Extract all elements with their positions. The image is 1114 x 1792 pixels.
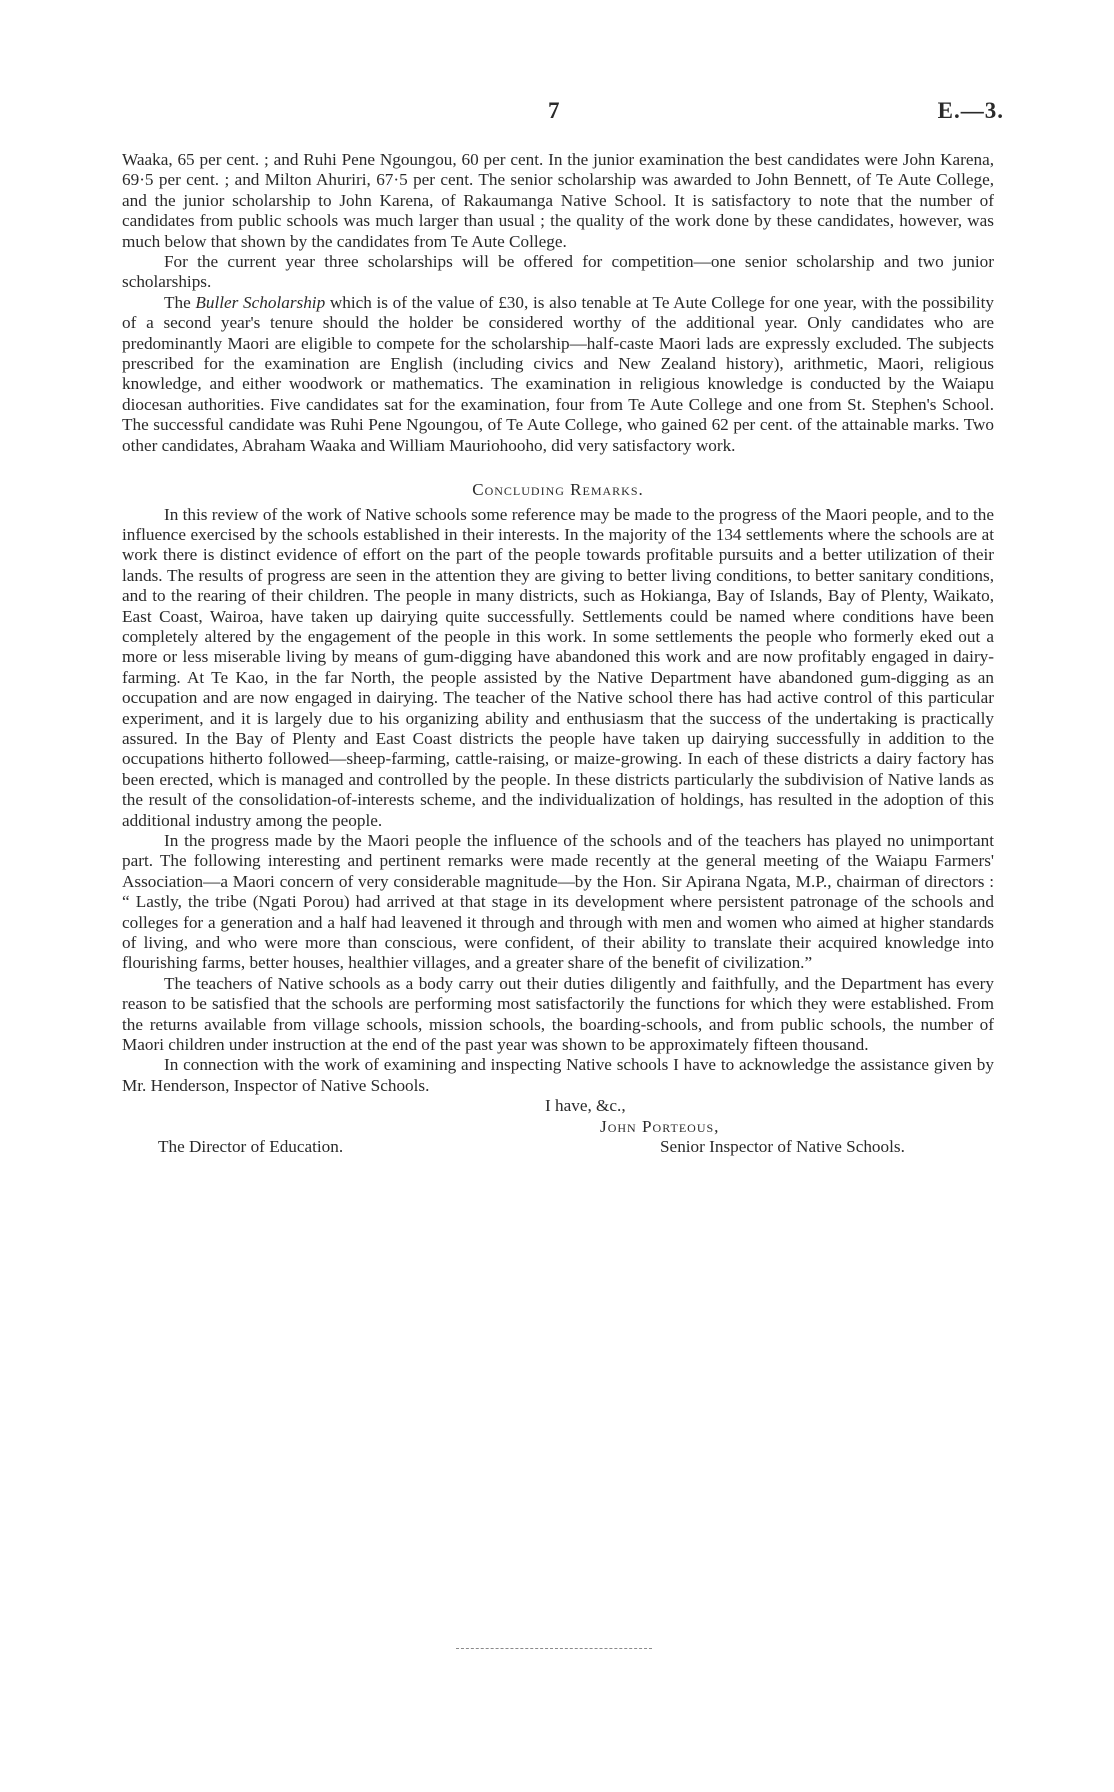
paragraph-scholarship-results: Waaka, 65 per cent. ; and Ruhi Pene Ngoungou, 60 per cent. In the junior examination the best candidates were John Karena, 69·5 per cent. ; and Milton Ahuriri, 67·5 per cent. The senior scholarship was awarded to John Bennett, of Te Aute College, and the junior scholarship to John Karena, of Rakaumanga Native School. It is satisfactory to note that the number of candidates from public schools was much larger than usual ; the quality of the work done by these candidates, however, was much below that shown by the candidates from Te Aute College. xyxy=(122,150,994,251)
page-header xyxy=(0,98,1114,128)
section-heading-concluding-remarks: Concluding Remarks. xyxy=(472,480,644,500)
signature-closing-line xyxy=(122,1096,994,1116)
addressee: The Director of Education. xyxy=(158,1137,344,1157)
paragraph-influence-of-schools: In the progress made by the Maori people the influence of the schools and of the teachers has played no unimportant part. The following interesting and pertinent remarks were made recently at the general meeting of the Waiapu Farmers' Association—a Maori concern of very considerable magnitude—by the Hon. Sir Apirana Ngata, M.P., chairman of directors : “ Lastly, the tribe (Ngati Porou) had arrived at that stage in its development where persistent patronage of the schools and colleges for a generation and a half had leavened it through and through with men and women who aimed at higher standards of living, and who were more than conscious, were confident, of their ability to translate their acquired knowledge into flourishing farms, better houses, healthier villages, and a greater share of the benefit of civilization.” xyxy=(122,831,994,973)
signature-title: Senior Inspector of Native Schools. xyxy=(660,1137,905,1157)
paragraph-maori-progress: In this review of the work of Native schools some reference may be made to the progress of the Maori people, and to the influence exercised by the schools established in their interests. In the majority of the 134 settlements where the schools are at work there is distinct evidence of effort on the part of the people towards profitable pursuits and a better utilization of their lands. The results of progress are seen in the attention they are giving to better living conditions, to better sanitary conditions, and to the rearing of their children. The people in many districts, such as Hokianga, Bay of Islands, Bay of Plenty, Waikato, East Coast, Wairoa, have taken up dairying quite successfully. Settlements could be named where conditions have been completely altered by the engagement of the people in this work. In some settlements the people who formerly eked out a more or less miserable living by means of gum-digging have abandoned this work and are now profitably engaged in dairy-farming. At Te Kao, in the far North, the people assisted by the Native Department have abandoned gum-digging as an occupation and are now engaged in dairying. The teacher of the Native school there has had active control of this particular experiment, and it is largely due to his organizing ability and enthusiasm that the success of the undertaking is practically assured. In the Bay of Plenty and East Coast districts the people have taken up dairying successfully in addition to the occupations hitherto followed—sheep-farming, cattle-raising, or maize-growing. In each of these districts a dairy factory has been erected, which is managed and controlled by the people. In these districts particularly the subdivision of Native lands as the result of the consolidation-of-interests scheme, and the individualization of holdings, has resulted in the adoption of this additional industry among the people. xyxy=(122,504,994,830)
paragraph-buller-scholarship xyxy=(122,293,994,456)
paragraph-current-year: For the current year three scholarships will be offered for competition—one senior scholarship and two junior scholarships. xyxy=(122,252,994,292)
signature-name: John Porteous, xyxy=(600,1116,720,1136)
signature-closing: I have, &c., xyxy=(545,1096,626,1116)
document-body xyxy=(122,150,994,1157)
buller-scholarship-title: Buller Scholarship xyxy=(195,292,326,312)
buller-body: which is of the value of £30, is also tenable at Te Aute College for one year, with the possibility of a second year's tenure should the holder be considered worthy of the additional year. Only candidates who are predominantly Maori are eligible to compete for the scholarship—half-caste Maori lads are expressly excluded. The subjects prescribed for the examination are English (including civics and New Zealand history), arithmetic, Maori, religious knowledge, and either woodwork or mathematics. The examination in religious knowledge is conducted by the Waiapu diocesan authorities. Five candidates sat for the examination, four from Te Aute College and one from St. Stephen's School. The successful candidate was Ruhi Pene Ngoungou, of Te Aute College, who gained 62 per cent. of the attainable marks. Two other candidates, Abraham Waaka and William Mauriohooho, did very satisfactory work. xyxy=(122,292,994,455)
document-reference: E.—3. xyxy=(937,98,1004,123)
paragraph-acknowledgment: In connection with the work of examining and inspecting Native schools I have to acknowledge the assistance given by Mr. Henderson, Inspector of Native Schools. xyxy=(122,1055,994,1095)
signature-name-line xyxy=(122,1117,994,1137)
paragraph-teachers: The teachers of Native schools as a body carry out their duties diligently and faithfully, and the Department has every reason to be satisfied that the schools are performing most satisfactorily the functions for which they were established. From the returns available from village schools, mission schools, the boarding-schools, and from public schools, the number of Maori children under instruction at the end of the past year was shown to be approximately fifteen thousand. xyxy=(122,973,994,1055)
buller-lead: The xyxy=(164,292,196,312)
page-number: 7 xyxy=(548,98,560,123)
signature-address-line xyxy=(122,1137,994,1157)
footer-divider xyxy=(456,1648,652,1649)
